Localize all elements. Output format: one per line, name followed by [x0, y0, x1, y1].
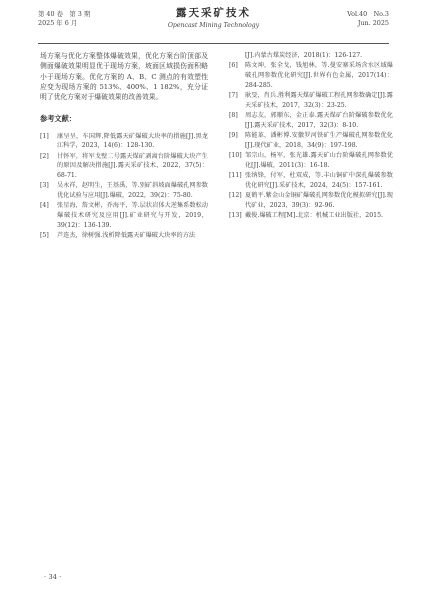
page-header — [38, 0, 389, 44]
reference-number: [12] — [229, 192, 242, 199]
reference-text: 芦连杰，徐树强.浅析降低露天矿爆破大块率的方法 — [57, 232, 196, 240]
header-date-en: Jun. 2025 — [357, 18, 389, 27]
reference-text: 康呈呈，车国辉.降低露天矿爆破大块率的措施[J].黑龙江科学，2023，14(6)：128-130. — [57, 132, 208, 150]
reference-number: [3] — [40, 182, 49, 190]
header-rule — [38, 43, 389, 44]
reference-item — [229, 131, 393, 150]
reference-text: 甘怀军，将军戈壁二号露天煤矿剥离台阶爆破大块产生的原因及解决措施[J].露天采矿技术，2022，37(5)：68-71. — [57, 152, 208, 180]
page-number: · 34 · — [44, 573, 62, 581]
reference-item — [40, 201, 208, 230]
reference-item — [40, 152, 208, 181]
reference-item — [229, 191, 393, 210]
reference-item — [229, 51, 393, 61]
reference-item — [229, 61, 393, 90]
reference-text: 戴俊.爆破工程[M].北京：机械工业出版社，2015. — [245, 212, 383, 219]
reference-item — [229, 211, 393, 221]
reference-number: [13] — [229, 212, 242, 219]
reference-item — [40, 132, 208, 151]
reference-number: [5] — [40, 232, 49, 240]
reference-text: 陈文坤，张全戈，钱旭林，等.曼安寨采场含水区域爆破孔网参数优化研究[J].世界有色金属，2017(14)：284-285. — [245, 62, 393, 89]
references-heading: 参考文献： — [40, 114, 76, 124]
right-column — [229, 51, 393, 221]
header-volume-cn: 第 40 卷 第 3 期 — [38, 10, 91, 18]
reference-list-left — [40, 132, 208, 241]
reference-text: 陈能革，潘彬博.安徽罗河铁矿生产爆破孔网参数优化[J].现代矿业，2018，34(9)：197-198. — [245, 132, 393, 149]
reference-number: [4] — [40, 202, 49, 210]
reference-text: 张纳锋，付军，杜双成，等.丰山铜矿中深孔爆破参数优化研究[J].采矿技术，2024，24(5)：157-161. — [245, 172, 393, 189]
reference-number: [10] — [229, 152, 242, 159]
reference-item — [229, 111, 393, 130]
reference-item — [40, 231, 208, 241]
reference-number: [8] — [229, 112, 238, 119]
reference-text: 耿旻，肖兵.胜利露天煤矿爆破工程孔网参数确定[J].露天采矿技术，2017，32(3)：23-25. — [245, 92, 393, 109]
reference-number: [2] — [40, 152, 49, 160]
reference-text: 夏鹤平.紫金山金铜矿爆破孔网参数优化模拟研究[J].现代矿业，2023，39(3)：92-96. — [245, 192, 393, 209]
left-column — [40, 51, 208, 241]
header-volume-en: Vol.40 No.3 — [347, 10, 389, 18]
body-paragraph: 场方案与优化方案整体爆破效果，优化方案台阶顶部及侧面爆破效果明显优于现场方案，坡面区域损伤面积略小于现场方案。优化方案的 A、B、C 测点的有效塑性应变为现场方案的 513%、400%、1 182%，充分证明了优化方案对于爆破效果的改善效果。 — [40, 52, 208, 102]
reference-text: 吴永祥，赵明生，王基禹，等.别矿斜坡面爆破孔网参数优化试验与应用[J].爆破，2022，39(2)：75-80. — [57, 182, 208, 200]
reference-item — [229, 171, 393, 190]
journal-title-en: Opencast Mining Technology — [167, 22, 260, 29]
reference-number: [1] — [40, 132, 49, 140]
journal-title-cn: 露天采矿技术 — [176, 7, 251, 19]
reference-list-right — [229, 51, 393, 221]
reference-number: [7] — [229, 92, 238, 99]
reference-text: 邹宗山，杨军，张光雄.露天矿山台阶爆破孔网参数优化[J].爆破，2011(3)：16-18. — [245, 152, 393, 169]
reference-number: [9] — [229, 132, 238, 139]
reference-item — [229, 151, 393, 170]
header-date-cn: 2025 年 6 月 — [38, 18, 78, 27]
header-journal — [38, 5, 389, 29]
reference-number — [229, 51, 245, 61]
reference-text: [J].内蒙古煤炭经济，2018(1)：126-127. — [245, 52, 363, 59]
reference-number: [6] — [229, 62, 238, 70]
header-issue-en — [347, 10, 389, 27]
reference-text: 周志友，郭顺东，金正泰.露天煤矿台阶爆破参数优化[J].露天采矿技术，2017，32(3)：8-10. — [245, 112, 393, 129]
reference-item — [229, 91, 393, 110]
reference-item — [40, 181, 208, 200]
reference-number: [11] — [229, 172, 242, 179]
reference-text: 张星海，詹文彬，乔海平，等.层状岩体大逆集系数松动爆破技术研究及应用[J].矿业研究与开发，2019，39(12)：136-139. — [57, 202, 208, 229]
